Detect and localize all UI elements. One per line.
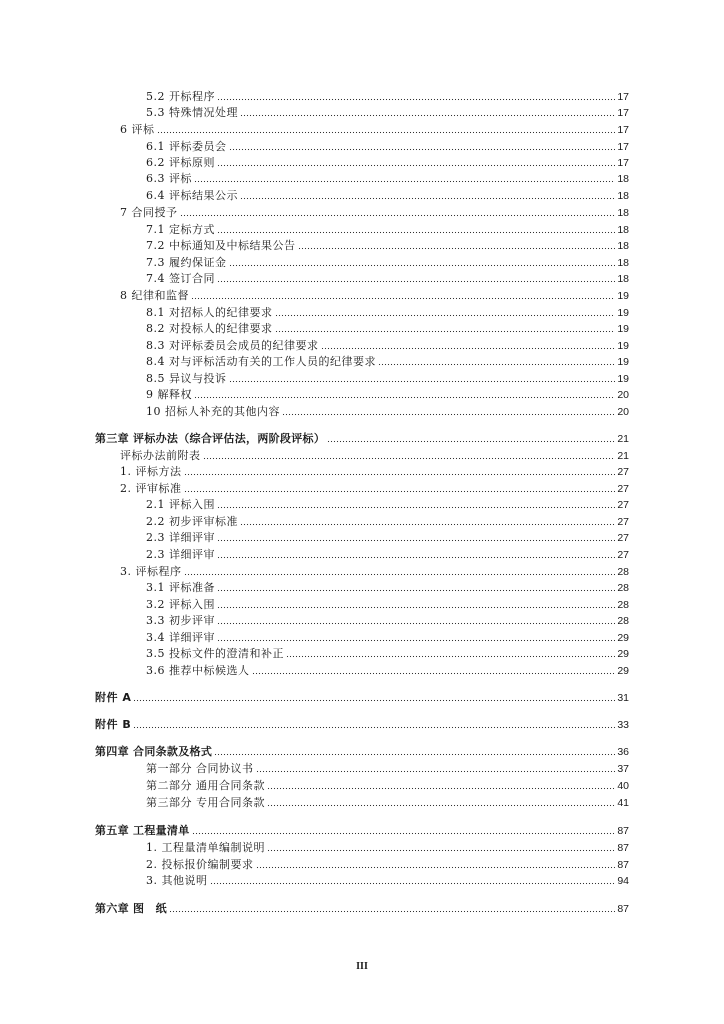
- toc-entry-page: 18: [617, 207, 629, 219]
- toc-entry-title: 6.1 评标委员会: [146, 140, 227, 153]
- toc-entry-title: 附件 B: [95, 718, 132, 731]
- toc-entry-title: 第三部分 专用合同条款: [146, 796, 265, 809]
- toc-entry[interactable]: [146, 270, 629, 286]
- toc-entry[interactable]: [120, 480, 629, 496]
- toc-entry-title: 8.4 对与评标活动有关的工作人员的纪律要求: [146, 355, 376, 368]
- dot-leader: [217, 91, 615, 101]
- toc-entry-title: 附件 A: [95, 691, 132, 704]
- dot-leader: [240, 107, 615, 117]
- dot-leader: [327, 433, 615, 443]
- toc-entry-title: 评标办法前附表: [120, 449, 201, 462]
- toc-entry-page: 27: [617, 516, 629, 528]
- dot-leader: [286, 648, 615, 658]
- toc-entry-page: 18: [617, 224, 629, 236]
- dot-leader: [256, 763, 616, 773]
- toc-entry[interactable]: [146, 662, 629, 678]
- toc-entry-page: 18: [617, 190, 629, 202]
- toc-entry[interactable]: [146, 104, 629, 120]
- toc-entry-title: 6.3 评标: [146, 172, 192, 185]
- dot-leader: [169, 903, 615, 913]
- toc-entry-page: 17: [617, 157, 629, 169]
- toc-entry-title: 第六章 图 纸: [95, 902, 167, 915]
- toc-entry-page: 18: [617, 257, 629, 269]
- dot-leader: [214, 746, 615, 756]
- toc-entry-title: 3.5 投标文件的澄清和补正: [146, 647, 284, 660]
- toc-entry[interactable]: [146, 777, 629, 793]
- dot-leader: [229, 257, 616, 267]
- toc-entry[interactable]: [120, 121, 629, 137]
- toc-entry-page: 28: [617, 615, 629, 627]
- toc-entry-page: 31: [617, 692, 629, 704]
- toc-entry-title: 3. 评标程序: [120, 565, 182, 578]
- dot-leader: [282, 406, 615, 416]
- toc-entry[interactable]: [146, 337, 629, 353]
- dot-leader: [267, 780, 615, 790]
- toc-entry[interactable]: [95, 689, 629, 705]
- toc-entry-page: 94: [617, 875, 629, 887]
- toc-entry-title: 2.1 评标入围: [146, 498, 215, 511]
- toc-entry[interactable]: [146, 645, 629, 661]
- toc-entry-title: 9 解释权: [146, 388, 192, 401]
- toc-entry-page: 21: [617, 450, 629, 462]
- toc-entry-page: 87: [617, 825, 629, 837]
- dot-leader: [217, 224, 615, 234]
- toc-entry-page: 40: [617, 780, 629, 792]
- dot-leader: [217, 632, 615, 642]
- toc-entry-page: 33: [617, 719, 629, 731]
- toc-entry-title: 2.3 详细评审: [146, 548, 215, 561]
- toc-entry-page: 41: [617, 797, 629, 809]
- toc-entry[interactable]: [95, 743, 629, 759]
- toc-entry[interactable]: [146, 629, 629, 645]
- toc-entry-page: 17: [617, 141, 629, 153]
- toc-entry[interactable]: [146, 187, 629, 203]
- dot-leader: [240, 516, 615, 526]
- toc-entry[interactable]: [146, 496, 629, 512]
- dot-leader: [267, 797, 615, 807]
- toc-entry-title: 1. 工程量清单编制说明: [146, 841, 265, 854]
- toc-entry-title: 8.3 对评标委员会成员的纪律要求: [146, 339, 319, 352]
- dot-leader: [217, 499, 615, 509]
- dot-leader: [133, 719, 615, 729]
- dot-leader: [180, 207, 616, 217]
- toc-entry[interactable]: [146, 386, 629, 402]
- toc-entry-page: 27: [617, 549, 629, 561]
- toc-entry[interactable]: [146, 872, 629, 888]
- toc-entry-title: 3. 其他说明: [146, 874, 208, 887]
- dot-leader: [203, 450, 616, 460]
- toc-entry-page: 28: [617, 582, 629, 594]
- toc-entry-title: 7.2 中标通知及中标结果公告: [146, 239, 296, 252]
- dot-leader: [217, 599, 615, 609]
- toc-entry[interactable]: [95, 900, 629, 916]
- toc-entry-title: 第四章 合同条款及格式: [95, 745, 213, 758]
- toc-entry-page: 18: [617, 240, 629, 252]
- toc-entry[interactable]: [120, 204, 629, 220]
- toc-entry-title: 2. 投标报价编制要求: [146, 858, 254, 871]
- toc-entry[interactable]: [146, 546, 629, 562]
- toc-entry-title: 3.3 初步评审: [146, 614, 215, 627]
- toc-entry-title: 2.2 初步评审标准: [146, 515, 238, 528]
- toc-entry-page: 27: [617, 466, 629, 478]
- toc-entry[interactable]: [146, 794, 629, 810]
- toc-entry-page: 17: [617, 107, 629, 119]
- toc-entry-page: 29: [617, 648, 629, 660]
- dot-leader: [192, 825, 616, 835]
- toc-entry-page: 29: [617, 665, 629, 677]
- toc-entry[interactable]: [146, 237, 629, 253]
- toc-entry-title: 第五章 工程量清单: [95, 824, 190, 837]
- page-number: III: [356, 961, 368, 972]
- toc-entry-page: 21: [617, 433, 629, 445]
- toc-entry-page: 36: [617, 746, 629, 758]
- toc-entry-page: 19: [617, 323, 629, 335]
- toc-entry-page: 17: [617, 124, 629, 136]
- dot-leader: [217, 549, 615, 559]
- toc-entry-title: 8 纪律和监督: [120, 289, 189, 302]
- toc-entry-page: 87: [617, 903, 629, 915]
- toc-entry[interactable]: [146, 596, 629, 612]
- toc-entry-page: 19: [617, 356, 629, 368]
- dot-leader: [256, 859, 616, 869]
- toc-entry-title: 5.2 开标程序: [146, 90, 215, 103]
- toc-entry-page: 17: [617, 91, 629, 103]
- toc-entry-page: 18: [617, 273, 629, 285]
- toc-entry-page: 19: [617, 373, 629, 385]
- toc-entry-title: 7 合同授予: [120, 206, 178, 219]
- toc-entry-title: 6 评标: [120, 123, 155, 136]
- toc-entry-title: 7.4 签订合同: [146, 272, 215, 285]
- dot-leader: [267, 842, 615, 852]
- toc-entry-title: 6.2 评标原则: [146, 156, 215, 169]
- toc-entry-title: 7.1 定标方式: [146, 223, 215, 236]
- toc-entry[interactable]: [146, 856, 629, 872]
- toc-entry[interactable]: [146, 839, 629, 855]
- toc-entry-title: 8.5 异议与投诉: [146, 372, 227, 385]
- dot-leader: [378, 356, 615, 366]
- toc-entry-title: 2.3 详细评审: [146, 531, 215, 544]
- toc-entry-page: 28: [617, 566, 629, 578]
- toc-entry[interactable]: [95, 716, 629, 732]
- toc-entry-title: 7.3 履约保证金: [146, 256, 227, 269]
- dot-leader: [252, 665, 616, 675]
- toc-entry[interactable]: [146, 221, 629, 237]
- dot-leader: [229, 141, 616, 151]
- toc-entry-title: 3.2 评标入围: [146, 598, 215, 611]
- toc-entry[interactable]: [146, 320, 629, 336]
- dot-leader: [217, 157, 615, 167]
- toc-entry-page: 20: [617, 406, 629, 418]
- dot-leader: [217, 532, 615, 542]
- toc-entry-title: 1. 评标方法: [120, 465, 182, 478]
- toc-entry-page: 19: [617, 290, 629, 302]
- dot-leader: [275, 307, 616, 317]
- toc-entry-title: 6.4 评标结果公示: [146, 189, 238, 202]
- toc-entry[interactable]: [146, 304, 629, 320]
- dot-leader: [133, 692, 615, 702]
- toc-entry[interactable]: [146, 353, 629, 369]
- toc-entry-page: 19: [617, 340, 629, 352]
- dot-leader: [194, 173, 615, 183]
- toc-entry-page: 27: [617, 532, 629, 544]
- toc-entry-page: 20: [617, 389, 629, 401]
- toc-entry[interactable]: [95, 430, 629, 446]
- dot-leader: [217, 615, 615, 625]
- dot-leader: [217, 273, 615, 283]
- dot-leader: [191, 290, 615, 300]
- dot-leader: [184, 466, 616, 476]
- toc-entry-page: 87: [617, 842, 629, 854]
- toc-entry[interactable]: [120, 287, 629, 303]
- toc-entry[interactable]: [146, 513, 629, 529]
- dot-leader: [157, 124, 616, 134]
- dot-leader: [184, 483, 616, 493]
- toc-entry-page: 27: [617, 483, 629, 495]
- dot-leader: [217, 582, 615, 592]
- dot-leader: [194, 389, 615, 399]
- toc-entry[interactable]: [146, 154, 629, 170]
- toc-entry-title: 8.2 对投标人的纪律要求: [146, 322, 273, 335]
- toc-entry-title: 3.6 推荐中标候选人: [146, 664, 250, 677]
- toc-entry[interactable]: [146, 138, 629, 154]
- toc-entry-title: 3.4 详细评审: [146, 631, 215, 644]
- toc-entry-page: 27: [617, 499, 629, 511]
- toc-entry[interactable]: [120, 463, 629, 479]
- dot-leader: [321, 340, 616, 350]
- toc-entry-title: 10 招标人补充的其他内容: [146, 405, 280, 418]
- toc-entry[interactable]: [146, 579, 629, 595]
- toc-entry[interactable]: [146, 403, 629, 419]
- dot-leader: [275, 323, 616, 333]
- dot-leader: [240, 190, 615, 200]
- dot-leader: [184, 566, 616, 576]
- toc-entry[interactable]: [146, 370, 629, 386]
- toc-entry-title: 3.1 评标准备: [146, 581, 215, 594]
- toc-entry-page: 28: [617, 599, 629, 611]
- toc-entry[interactable]: [146, 170, 629, 186]
- toc-entry[interactable]: [120, 563, 629, 579]
- toc-entry-title: 第三章 评标办法（综合评估法，两阶段评标）: [95, 432, 326, 445]
- toc-entry[interactable]: [95, 822, 629, 838]
- toc-entry-title: 第二部分 通用合同条款: [146, 779, 265, 792]
- toc-entry[interactable]: [146, 88, 629, 104]
- toc-entry[interactable]: [146, 612, 629, 628]
- toc-entry[interactable]: [146, 760, 629, 776]
- toc-entry[interactable]: [146, 254, 629, 270]
- toc-entry[interactable]: [146, 529, 629, 545]
- toc-entry-title: 8.1 对招标人的纪律要求: [146, 306, 273, 319]
- toc-entry-page: 29: [617, 632, 629, 644]
- toc-entry-page: 37: [617, 763, 629, 775]
- toc-entry-title: 5.3 特殊情况处理: [146, 106, 238, 119]
- toc-entry-title: 第一部分 合同协议书: [146, 762, 254, 775]
- toc-entry-page: 19: [617, 307, 629, 319]
- dot-leader: [298, 240, 616, 250]
- toc-entry-title: 2. 评审标准: [120, 482, 182, 495]
- toc-entry[interactable]: [120, 447, 629, 463]
- toc-entry-page: 18: [617, 173, 629, 185]
- toc-entry-page: 87: [617, 859, 629, 871]
- dot-leader: [210, 875, 616, 885]
- dot-leader: [229, 373, 616, 383]
